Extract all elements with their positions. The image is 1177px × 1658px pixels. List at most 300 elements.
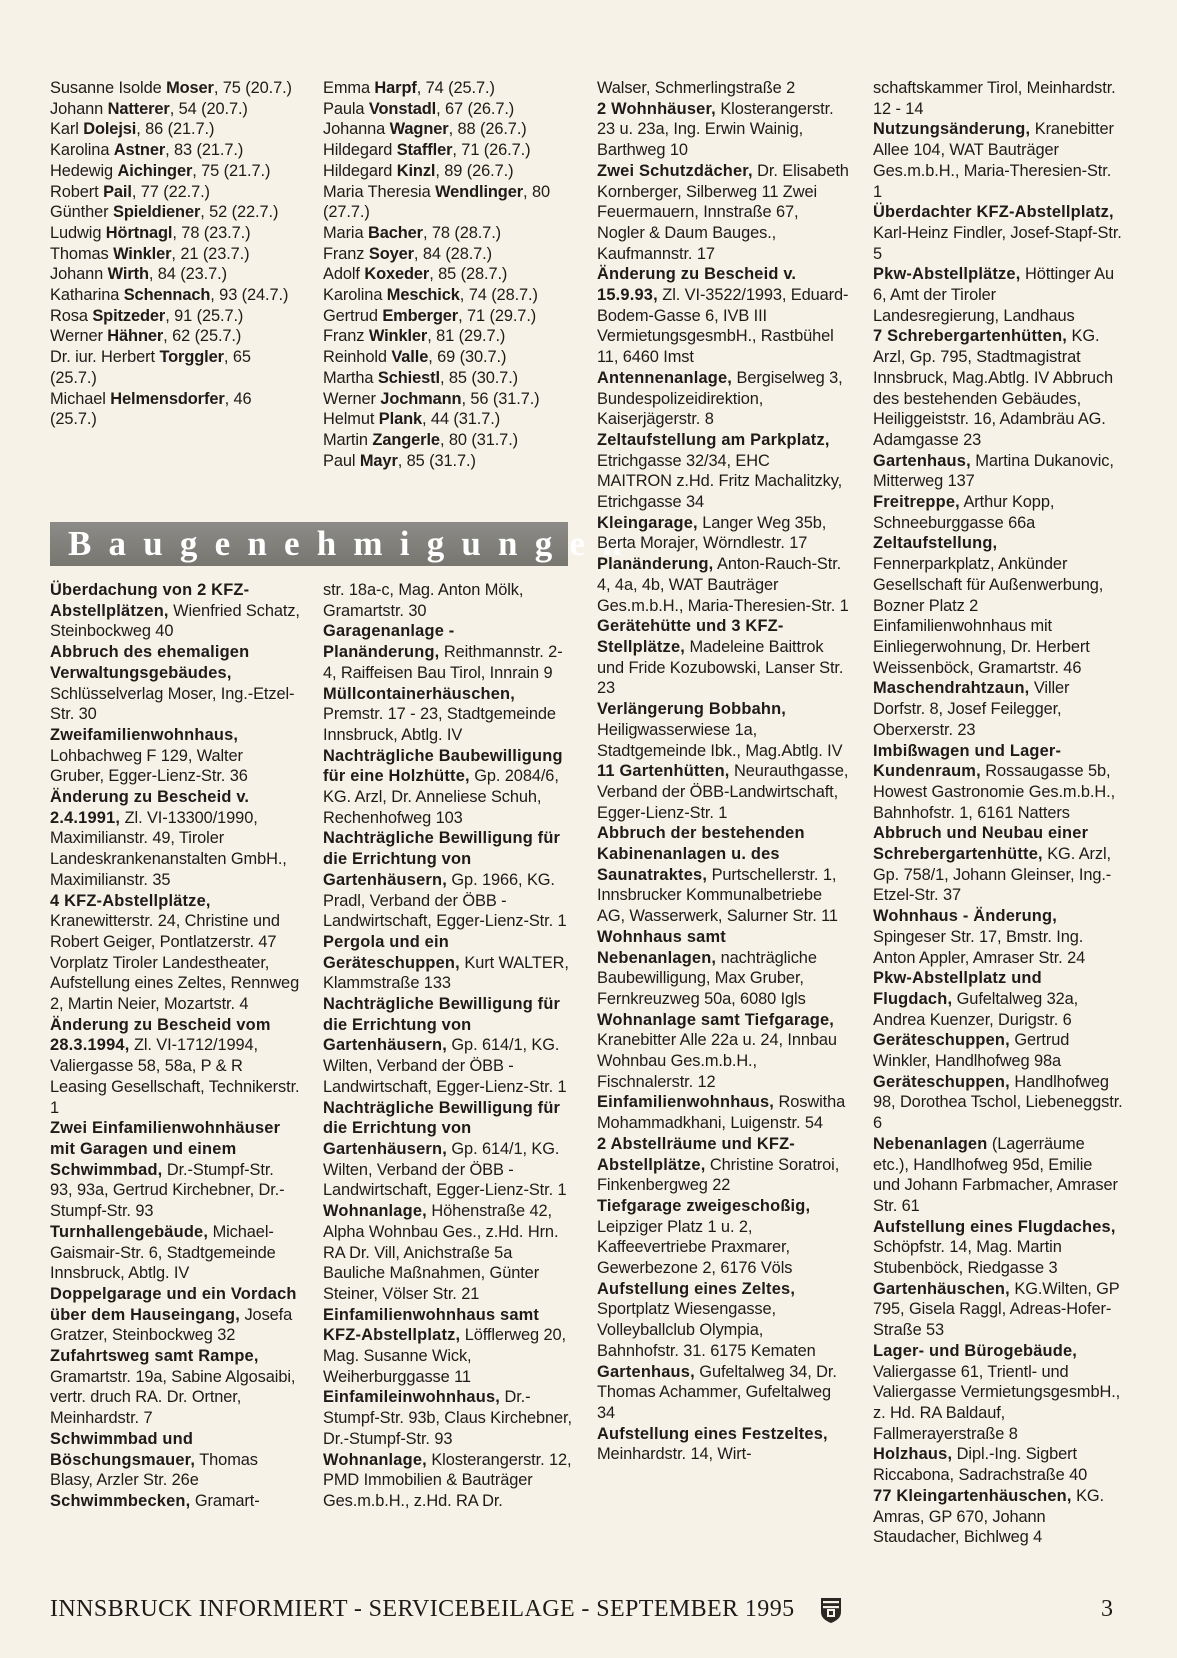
permit-details: Gufeltalweg 34, Dr. Thomas Achammer, Gufeltalweg 34 xyxy=(597,1362,837,1422)
permit-entry xyxy=(597,616,849,699)
age-date: , 69 (30.7.) xyxy=(428,348,507,367)
surname: Plank xyxy=(378,410,423,429)
death-notice-entry xyxy=(323,409,573,430)
permit-title: Gerätehütte und 3 KFZ-Stellplätze, xyxy=(597,617,784,656)
age-date: , 93 (24.7.) xyxy=(210,286,289,305)
surname: Jochmann xyxy=(380,389,462,408)
given-name: Werner xyxy=(323,389,381,408)
death-notice-entry xyxy=(323,244,573,265)
surname: Wagner xyxy=(389,120,449,139)
permit-title: Planänderung, xyxy=(597,555,714,574)
permit-title: 2 Wohnhäuser, xyxy=(597,99,716,118)
age-date: , 21 (23.7.) xyxy=(171,244,250,263)
permit-title: Wohnanlage samt Tiefgarage, xyxy=(597,1010,835,1029)
permit-title: Nachträgliche Bewilligung für die Errichtung von Gartenhäusern, xyxy=(323,995,561,1055)
permit-entry xyxy=(50,1429,300,1491)
permit-entry xyxy=(597,823,849,927)
permit-entry xyxy=(873,678,1123,740)
permit-entry xyxy=(873,741,1123,824)
surname: Bacher xyxy=(367,223,423,242)
permit-entry xyxy=(597,1424,849,1465)
permit-details: Gp. 614/1, KG. Wilten, Verband der ÖBB - Landwirtschaft, Egger-Lienz-Str. 1 xyxy=(323,1036,567,1096)
permit-details: Viller Dorfstr. 8, Josef Feilegger, Oberxerstr. 23 xyxy=(873,679,1070,739)
age-date: , 85 (28.7.) xyxy=(429,265,508,284)
permit-title: Zeltaufstellung am Parkplatz, xyxy=(597,430,830,449)
permit-title: Tiefgarage zweigeschoßig, xyxy=(597,1196,811,1215)
permit-title: Einfamilienwohnhaus samt KFZ-Abstellplatz, xyxy=(323,1305,540,1345)
age-date: , 77 (22.7.) xyxy=(131,182,210,201)
city-crest-icon xyxy=(818,1596,844,1624)
permit-title: Aufstellung eines Zeltes, xyxy=(597,1279,796,1298)
permit-entry xyxy=(597,264,849,368)
permit-title: Geräteschuppen, xyxy=(873,1072,1010,1091)
surname: Harpf xyxy=(374,79,417,97)
permit-title: Doppelgarage und ein Vordach über dem Hauseingang, xyxy=(50,1284,297,1324)
age-date: , 71 (29.7.) xyxy=(458,306,537,325)
death-notice-entry xyxy=(323,99,573,120)
permit-title: Holzhaus, xyxy=(873,1445,953,1464)
permit-details: Walser, Schmerlingstraße 2 xyxy=(597,79,796,97)
surname: Schiestl xyxy=(377,368,440,387)
permit-details: Heiligwasserwiese 1a, Stadtgemeinde Ibk., Mag.Abtlg. IV xyxy=(597,720,843,760)
permit-title: Pkw-Abstellplätze, xyxy=(873,265,1021,284)
permit-entry xyxy=(50,787,300,891)
surname: Meschick xyxy=(386,286,460,305)
permit-details: Christine Soratroi, Finkenbergweg 22 xyxy=(597,1155,840,1195)
death-notice-entry xyxy=(323,306,573,327)
permit-details: Dr.-Stumpf-Str. 93, 93a, Gertrud Kirchebner, Dr.-Stumpf-Str. 93 xyxy=(50,1160,285,1221)
given-name: Maria Theresia xyxy=(323,182,436,201)
permit-details: Arthur Kopp, Schneeburggasse 66a xyxy=(873,493,1055,532)
surname: Kinzl xyxy=(396,161,436,180)
given-name: Martin xyxy=(323,430,373,449)
permit-details: Kranebitter Alle 22a u. 24, Innbau Wohnbau Ges.m.b.H., Fischnalerstr. 12 xyxy=(597,1031,837,1091)
permit-entry xyxy=(873,264,1123,326)
permit-entry xyxy=(597,761,849,823)
permit-entry xyxy=(323,932,573,994)
permit-entry xyxy=(50,1284,300,1346)
section-heading: Baugenehmigungen xyxy=(68,524,639,563)
death-notice-entry xyxy=(50,244,300,265)
age-date: , 86 (21.7.) xyxy=(136,120,215,139)
permit-entry xyxy=(597,1092,849,1133)
death-notice-entry xyxy=(323,368,573,389)
death-notice-entry xyxy=(50,389,300,430)
age-date: , 78 (28.7.) xyxy=(422,223,502,242)
permit-details: Zl. VI-1712/1994, Valiergasse 58, 58a, P & R Leasing Gesellschaft, Technikerstr. 1 xyxy=(50,1036,300,1117)
permit-details: Valiergasse 61, Trientl- und Valiergasse VermietungsgesmbH., z. Hd. RA Baldauf, Fallmerayerstraße 8 xyxy=(873,1362,1121,1443)
permit-entry xyxy=(323,1098,573,1202)
death-notice-entry xyxy=(50,99,300,120)
permit-entry xyxy=(873,1279,1123,1341)
given-name: Karolina xyxy=(50,141,114,160)
permit-details: Rossaugasse 5b, Howest Gastronomie Ges.m.b.H., Bahnhofstr. 1, 6161 Natters xyxy=(873,762,1116,822)
given-name: Karolina xyxy=(323,286,387,305)
surname: Pail xyxy=(103,182,132,201)
surname: Soyer xyxy=(368,244,414,263)
permit-entry xyxy=(873,533,1123,678)
given-name: Rosa xyxy=(50,306,93,325)
permit-title: 2 Abstellräume und KFZ-Abstellplätze, xyxy=(597,1134,795,1174)
age-date: , 54 (20.7.) xyxy=(169,99,248,118)
permit-entry xyxy=(597,1010,849,1093)
permit-entry xyxy=(323,684,573,746)
surname: Wendlinger xyxy=(435,182,524,201)
permit-title: Einfamilienwohnhaus, xyxy=(597,1093,775,1112)
permit-details: Premstr. 17 - 23, Stadtgemeinde Innsbruck, Abtlg. IV xyxy=(323,705,556,744)
permit-details: schaftskammer Tirol, Meinhardstr. 12 - 14 xyxy=(873,79,1116,118)
permit-details: Roswitha Mohammadkhani, Luigenstr. 54 xyxy=(597,1093,846,1133)
permit-details: Klosterangerstr. 23 u. 23a, Ing. Erwin Wainig, Barthweg 10 xyxy=(597,99,834,160)
permit-entry xyxy=(323,580,573,621)
death-notice-entry xyxy=(50,306,300,327)
age-date: , 75 (20.7.) xyxy=(213,79,292,97)
permit-entry xyxy=(873,326,1123,450)
permit-entry xyxy=(597,368,849,430)
permit-entry xyxy=(873,1486,1123,1548)
permit-title: Nachträgliche Bewilligung für die Errichtung von Gartenhäusern, xyxy=(323,829,561,889)
permit-details: Wienfried Schatz, Steinbockweg 40 xyxy=(50,601,300,641)
death-notice-entry xyxy=(50,161,300,182)
permit-entry xyxy=(873,492,1123,533)
footer-publication: INNSBRUCK INFORMIERT - SERVICEBEILAGE - SEPTEMBER 1995 xyxy=(50,1596,795,1622)
permit-entry xyxy=(50,580,300,642)
permit-title: Gartenhäuschen, xyxy=(873,1279,1010,1298)
death-notice-entry xyxy=(50,347,300,388)
permit-title: Nebenanlagen xyxy=(873,1134,988,1153)
given-name: Karl xyxy=(50,120,84,139)
permit-entry xyxy=(873,823,1123,906)
given-name: Ludwig xyxy=(50,223,106,242)
age-date: , 74 (28.7.) xyxy=(459,286,538,305)
age-date: , 91 (25.7.) xyxy=(165,306,244,325)
permit-title: Änderung zu Bescheid v. 15.9.93, xyxy=(597,265,797,305)
permit-details: (Lagerräume etc.), Handlhofweg 95d, Emilie und Johann Farbmacher, Amraser Str. 61 xyxy=(873,1134,1118,1215)
permit-title: Wohnanlage, xyxy=(323,1202,427,1221)
given-name: Johanna xyxy=(323,120,390,139)
permit-details: Purtschellerstr. 1, Innsbrucker Kommunalbetriebe AG, Wasserwerk, Salurner Str. 11 xyxy=(597,865,838,926)
permit-title: 4 KFZ-Abstellplätze, xyxy=(50,891,211,910)
permit-details: Gertrud Winkler, Handlhofweg 98a xyxy=(873,1031,1070,1071)
permit-title: 11 Gartenhütten, xyxy=(597,762,730,781)
permit-title: 77 Kleingartenhäuschen, xyxy=(873,1486,1072,1505)
age-date: , 65 (25.7.) xyxy=(50,348,251,387)
age-date: , 84 (23.7.) xyxy=(148,265,227,284)
permit-entry xyxy=(323,994,573,1098)
given-name: Franz xyxy=(323,244,369,263)
permit-title: Imbißwagen und Lager-Kundenraum, xyxy=(873,741,1062,781)
death-notice-entry xyxy=(323,161,573,182)
permit-title: Aufstellung eines Festzeltes, xyxy=(597,1424,828,1443)
permit-title: Maschendrahtzaun, xyxy=(873,679,1030,698)
permit-details: Thomas Blasy, Arzler Str. 26e xyxy=(50,1450,258,1490)
permits-col1 xyxy=(50,580,300,1512)
surname: Zangerle xyxy=(372,430,440,449)
permit-title: Freitreppe, xyxy=(873,493,960,512)
surname: Schennach xyxy=(123,286,211,305)
permit-entry xyxy=(50,891,300,1015)
permit-entry xyxy=(597,699,849,761)
age-date: , 75 (21.7.) xyxy=(192,161,271,180)
permit-title: Verlängerung Bobbahn, xyxy=(597,700,787,719)
permit-entry xyxy=(873,119,1123,202)
permit-title: Lager- und Bürogebäude, xyxy=(873,1341,1078,1360)
permit-entry xyxy=(873,906,1123,968)
permit-title: Abbruch und Neubau einer Schrebergartenhütte, xyxy=(873,824,1089,864)
given-name: Franz xyxy=(323,327,369,346)
death-notice-entry xyxy=(323,140,573,161)
surname: Moser xyxy=(166,79,214,97)
surname: Wirth xyxy=(107,265,149,284)
death-notices-col2 xyxy=(323,78,573,471)
permit-title: Geräteschuppen, xyxy=(873,1031,1010,1050)
given-name: Martha xyxy=(323,368,378,387)
death-notice-entry xyxy=(323,347,573,368)
permit-details: Höttinger Au 6, Amt der Tiroler Landesregierung, Landhaus xyxy=(873,265,1114,325)
permit-entry xyxy=(873,451,1123,492)
permit-title: Kleingarage, xyxy=(597,513,698,532)
death-notice-entry xyxy=(323,182,573,223)
age-date: , 85 (31.7.) xyxy=(397,451,476,470)
given-name: Emma xyxy=(323,79,375,97)
permit-details: Zl. VI-3522/1993, Eduard-Bodem-Gasse 6, IVB III VermietungsgesmbH., Rastbühel 11, 6460 Imst xyxy=(597,286,849,367)
permit-title: Zufahrtsweg samt Rampe, xyxy=(50,1347,259,1366)
section-heading-band xyxy=(50,522,639,566)
surname: Mayr xyxy=(359,451,398,470)
permit-title: Abbruch des ehemaligen Verwaltungsgebäudes, xyxy=(50,643,250,682)
surname: Winkler xyxy=(113,244,172,263)
permit-details: Reithmannstr. 2-4, Raiffeisen Bau Tirol, Innrain 9 xyxy=(323,643,563,682)
permit-entry xyxy=(323,1450,573,1512)
permits-col4 xyxy=(873,78,1123,1548)
permit-details: Martina Dukanovic, Mitterweg 137 xyxy=(873,451,1114,491)
permit-details: Dr. Elisabeth Kornberger, Silberweg 11 Zwei Feuermauern, Innstraße 67, Nogler & Daum Bauges., Kaufmannstr. 17 xyxy=(597,161,849,263)
death-notice-entry xyxy=(50,140,300,161)
surname: Winkler xyxy=(368,327,428,346)
given-name: Werner xyxy=(50,327,108,346)
permit-title: Garagenanlage - Planänderung, xyxy=(323,622,455,662)
permit-entry xyxy=(50,1015,300,1119)
permit-entry xyxy=(873,1217,1123,1279)
permit-entry xyxy=(323,621,573,683)
death-notice-entry xyxy=(50,264,300,285)
permit-entry xyxy=(323,1387,573,1449)
permit-entry xyxy=(50,1222,300,1284)
death-notice-entry xyxy=(323,389,573,410)
permit-entry xyxy=(597,1279,849,1362)
surname: Emberger xyxy=(382,306,459,325)
permit-details: Leipziger Platz 1 u. 2, Kaffeevertriebe Praxmarer, Gewerbezone 2, 6176 Völs xyxy=(597,1217,793,1278)
page-footer xyxy=(50,1596,1123,1628)
permit-entry xyxy=(873,1134,1123,1217)
death-notice-entry xyxy=(323,78,573,99)
death-notice-entry xyxy=(323,285,573,306)
surname: Astner xyxy=(113,141,166,160)
death-notice-entry xyxy=(50,223,300,244)
permit-entry xyxy=(597,99,849,161)
permit-entry xyxy=(873,78,1123,119)
permit-title: Gartenhaus, xyxy=(597,1362,695,1381)
permit-details: KG. Arzl, Gp. 758/1, Johann Gleinser, Ing.-Etzel-Str. 37 xyxy=(873,845,1112,905)
given-name: Johann xyxy=(50,265,108,284)
given-name: Günther xyxy=(50,203,113,222)
permit-title: Turnhallengebäude, xyxy=(50,1222,209,1241)
page-number: 3 xyxy=(1101,1596,1113,1622)
given-name: Johann xyxy=(50,99,108,118)
permit-details: Kurt WALTER, Klammstraße 133 xyxy=(323,953,569,993)
permit-details: KG. Arzl, Gp. 795, Stadtmagistrat Innsbruck, Mag.Abtlg. IV Abbruch des bestehenden Gebäudes, Heiliggeiststr. 16, Adambräu AG. Adamgasse 23 xyxy=(873,327,1114,449)
permit-title: Nachträgliche Bewilligung für die Errichtung von Gartenhäusern, xyxy=(323,1098,561,1158)
permit-details: Gufeltalweg 32a, Andrea Kuenzer, Durigstr. 6 xyxy=(873,989,1079,1029)
given-name: Thomas xyxy=(50,244,114,263)
permit-entry xyxy=(597,1196,849,1279)
surname: Vonstadl xyxy=(368,99,437,118)
permit-title: Wohnhaus - Änderung, xyxy=(873,907,1057,926)
age-date: , 81 (29.7.) xyxy=(427,327,506,346)
given-name: Helmut xyxy=(323,410,379,429)
age-date: , 67 (26.7.) xyxy=(436,99,515,118)
given-name: Hedewig xyxy=(50,161,118,180)
permit-title: Änderung zu Bescheid v. 2.4.1991, xyxy=(50,788,250,827)
death-notice-entry xyxy=(323,223,573,244)
permit-details: Schöpfstr. 14, Mag. Martin Stubenböck, Riedgasse 3 xyxy=(873,1238,1062,1278)
permit-details: Gp. 2084/6, KG. Arzl, Dr. Anneliese Schuh, Rechenhofweg 103 xyxy=(323,767,559,827)
permit-entry xyxy=(873,1444,1123,1485)
death-notice-entry xyxy=(323,119,573,140)
permit-entry xyxy=(597,161,849,265)
age-date: , 46 (25.7.) xyxy=(50,389,252,429)
permit-details: str. 18a-c, Mag. Anton Mölk, Gramartstr. 30 xyxy=(323,581,524,620)
permit-details: Karl-Heinz Findler, Josef-Stapf-Str. 5 xyxy=(873,223,1122,263)
permit-title: Nutzungsänderung, xyxy=(873,120,1031,139)
permit-title: Gartenhaus, xyxy=(873,451,971,470)
permit-title: Müllcontainerhäuschen, xyxy=(323,684,516,703)
death-notice-entry xyxy=(323,326,573,347)
age-date: , 80 (31.7.) xyxy=(439,430,519,449)
permit-title: Zwei Schutzdächer, xyxy=(597,161,753,180)
permit-entry xyxy=(873,1030,1123,1071)
permit-entry xyxy=(873,968,1123,1030)
permit-details: Josefa Gratzer, Steinbockweg 32 xyxy=(50,1305,293,1345)
age-date: , 56 (31.7.) xyxy=(461,389,540,408)
permit-entry xyxy=(873,1341,1123,1445)
permits-col3 xyxy=(597,78,849,1465)
surname: Hörtnagl xyxy=(105,223,173,242)
given-name: Katharina xyxy=(50,286,124,305)
permit-title: Wohnhaus samt Nebenanlagen, xyxy=(597,927,726,967)
permit-entry xyxy=(597,554,849,616)
permit-details: Bergiselweg 3, Bundespolizeidirektion, Kaiserjägerstr. 8 xyxy=(597,368,843,429)
permit-title: Überdachter KFZ-Abstellplatz, xyxy=(873,203,1114,222)
death-notice-entry xyxy=(50,182,300,203)
given-name: Hildegard xyxy=(323,141,397,160)
permit-details: Zl. VI-13300/1990, Maximilianstr. 49, Tiroler Landeskrankenanstalten GmbH., Maximilianstr. 35 xyxy=(50,808,287,889)
permit-details: KG. Amras, GP 670, Johann Staudacher, Bichlweg 4 xyxy=(873,1486,1105,1547)
permit-title: Einfamileinwohnhaus, xyxy=(323,1388,501,1407)
given-name: Robert xyxy=(50,182,104,201)
age-date: , 89 (26.7.) xyxy=(435,161,514,180)
permit-details: Michael-Gaismair-Str. 6, Stadtgemeinde Innsbruck, Abtlg. IV xyxy=(50,1222,276,1283)
permit-entry xyxy=(50,642,300,725)
surname: Natterer xyxy=(107,99,170,118)
permit-entry xyxy=(323,746,573,829)
given-name: Susanne Isolde xyxy=(50,79,167,97)
permit-entry xyxy=(50,1118,300,1222)
permit-details: Lohbachweg F 129, Walter Gruber, Egger-Lienz-Str. 36 xyxy=(50,746,248,786)
permit-details: Höhenstraße 42, Alpha Wohnbau Ges., z.Hd. Hrn. RA Dr. Vill, Anichstraße 5a Bauliche Maßnahmen, Günter Steiner, Völser Str. 21 xyxy=(323,1202,559,1303)
permit-title: Zwei Einfamilienwohnhäuser mit Garagen und einem Schwimmbad, xyxy=(50,1119,281,1179)
permit-details: Etrichgasse 32/34, EHC MAITRON z.Hd. Fritz Machalitzky, Etrichgasse 34 xyxy=(597,451,843,512)
age-date: , 78 (23.7.) xyxy=(172,223,251,242)
age-date: , 62 (25.7.) xyxy=(163,327,242,346)
given-name: Maria xyxy=(323,223,368,242)
permit-entry xyxy=(597,1134,849,1196)
permit-title: Pergola und ein Geräteschuppen, xyxy=(323,932,460,972)
death-notice-entry xyxy=(323,430,573,451)
permit-details: Löfflerweg 20, Mag. Susanne Wick, Weiherburggasse 11 xyxy=(323,1326,566,1386)
death-notice-entry xyxy=(50,78,300,99)
given-name: Dr. iur. Herbert xyxy=(50,348,160,367)
permit-details: Gramart- xyxy=(190,1491,260,1510)
age-date: , 52 (22.7.) xyxy=(200,203,279,222)
age-date: , 85 (30.7.) xyxy=(439,368,519,387)
age-date: , 84 (28.7.) xyxy=(413,244,492,263)
age-date: , 88 (26.7.) xyxy=(448,120,527,139)
surname: Spieldiener xyxy=(112,203,201,222)
given-name: Paula xyxy=(323,99,369,118)
permit-entry xyxy=(597,513,849,554)
permit-details: Kranebitter Allee 104, WAT Bauträger Ges.m.b.H., Maria-Theresien-Str. 1 xyxy=(873,120,1114,201)
surname: Valle xyxy=(391,348,429,367)
age-date: , 44 (31.7.) xyxy=(422,410,501,429)
given-name: Michael xyxy=(50,389,111,408)
given-name: Reinhold xyxy=(323,348,392,367)
permit-details: Spingeser Str. 17, Bmstr. Ing. Anton Appler, Amraser Str. 24 xyxy=(873,927,1086,967)
permit-entry xyxy=(597,927,849,1010)
permit-title: Antennenanlage, xyxy=(597,368,733,387)
permit-details: Madeleine Baittrok und Fride Kozubowski, Lanser Str. 23 xyxy=(597,637,844,698)
permit-details: Kranewitterstr. 24, Christine und Robert Geiger, Pontlatzerstr. 47 Vorplatz Tiroler Landestheater, Aufstellung eines Zeltes, Rennweg 2, Martin Neier, Mozartstr. 4 xyxy=(50,912,300,1014)
permit-details: Klosterangerstr. 12, PMD Immobilien & Bauträger Ges.m.b.H., z.Hd. RA Dr. xyxy=(323,1450,572,1510)
permit-details: Gp. 614/1, KG. Wilten, Verband der ÖBB - Landwirtschaft, Egger-Lienz-Str. 1 xyxy=(323,1139,567,1200)
permit-entry xyxy=(50,725,300,787)
permit-entry xyxy=(597,430,849,513)
permit-details: Handlhofweg 98, Dorothea Tschol, Liebeneggstr. 6 xyxy=(873,1072,1123,1133)
permit-details: Schlüsselverlag Moser, Ing.-Etzel-Str. 30 xyxy=(50,684,295,724)
death-notice-entry xyxy=(50,119,300,140)
permit-title: Nachträgliche Baubewilligung für eine Holzhütte, xyxy=(323,746,563,786)
permit-title: Abbruch der bestehenden Kabinenanlagen u. des Saunatraktes, xyxy=(597,824,805,884)
permit-title: Pkw-Abstellplatz und Flugdach, xyxy=(873,969,1042,1008)
permits-col2 xyxy=(323,580,573,1512)
permit-details: nachträgliche Baubewilligung, Max Gruber, Fernkreuzweg 50a, 6080 Igls xyxy=(597,948,817,1008)
permit-entry xyxy=(50,1491,300,1512)
death-notice-entry xyxy=(50,326,300,347)
permit-title: Überdachung von 2 KFZ-Abstellplätzen, xyxy=(50,581,250,620)
given-name: Gertrud xyxy=(323,306,383,325)
surname: Spitzeder xyxy=(92,306,166,325)
permit-details: Fennerparkplatz, Ankünder Gesellschaft für Außenwerbung, Bozner Platz 2 Einfamilienwohnhaus mit Einliegerwohnung, Dr. Herbert Weissenböck, Gramartstr. 46 xyxy=(873,555,1104,677)
permit-details: Dipl.-Ing. Sigbert Riccabona, Sadrachstraße 40 xyxy=(873,1445,1088,1485)
permit-title: Zweifamilienwohnhaus, xyxy=(50,725,239,744)
permit-details: Meinhardstr. 14, Wirt- xyxy=(597,1445,752,1464)
permit-entry xyxy=(597,1362,849,1424)
surname: Koxeder xyxy=(364,265,430,284)
given-name: Hildegard xyxy=(323,161,397,180)
death-notice-entry xyxy=(50,285,300,306)
permit-title: Zeltaufstellung, xyxy=(873,534,998,553)
permit-entry xyxy=(597,78,849,99)
